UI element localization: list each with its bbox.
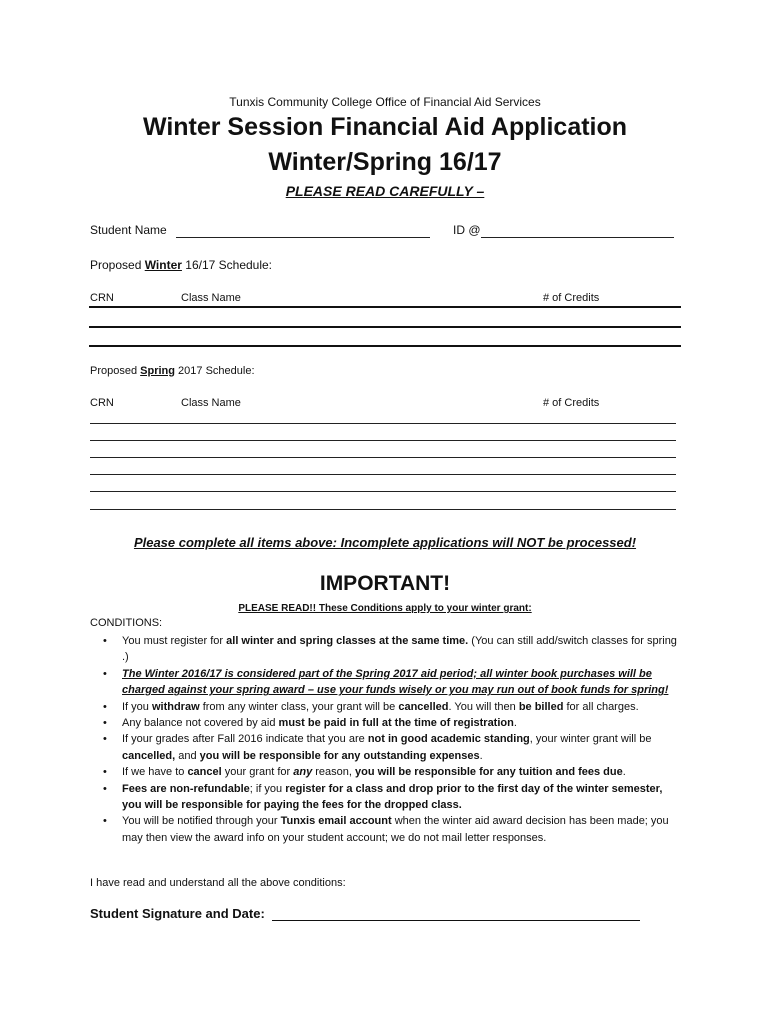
conditions-label: CONDITIONS: [90, 617, 163, 629]
student-id-label: ID @ [453, 223, 481, 237]
bullet-icon: • [103, 700, 107, 713]
spring-line-6[interactable] [90, 509, 676, 510]
condition-item [90, 764, 680, 780]
condition-item [90, 666, 680, 699]
condition-text: . [622, 766, 626, 779]
condition-emphasis: cancelled [398, 700, 449, 713]
bullet-icon: • [103, 766, 107, 779]
winter-term: Winter [144, 258, 182, 272]
condition-text: your grant for [221, 766, 294, 779]
bullet-icon: • [103, 815, 107, 828]
bullet-icon: • [103, 733, 107, 746]
winter-schedule-heading [90, 258, 272, 272]
spring-line-4[interactable] [90, 474, 676, 475]
condition-text: for all charges. [563, 700, 639, 713]
condition-text: You must register for [122, 635, 227, 647]
condition-item [90, 633, 680, 666]
spring-schedule-heading [90, 365, 255, 377]
condition-emphasis: must be paid in full at the time of registration [278, 717, 514, 730]
office-name: Tunxis Community College Office of Financial Aid Services [229, 95, 541, 109]
spring-line-3[interactable] [90, 457, 676, 458]
condition-emphasis: not in good academic standing [367, 733, 530, 746]
winter-line-1[interactable] [89, 306, 681, 308]
winter-class-header: Class Name [181, 292, 241, 304]
condition-emphasis: be billed [518, 700, 564, 713]
condition-item [90, 731, 680, 764]
condition-emphasis: withdraw [151, 700, 200, 713]
condition-emphasis: register for a class and drop prior to the first day of the winter semester, you will be responsible for paying the fees for the dropped class. [122, 782, 663, 812]
condition-emphasis: cancel [187, 766, 222, 779]
condition-emphasis: Tunxis email account [280, 815, 392, 828]
condition-text: from any winter class, your grant will be [199, 700, 399, 713]
important-heading: IMPORTANT! [319, 572, 451, 595]
incomplete-notice: Please complete all items above: Incomplete applications will NOT be processed! [133, 535, 637, 550]
condition-item [90, 699, 680, 715]
condition-emphasis: all winter and spring classes at the same time. [226, 635, 469, 647]
condition-text: If your grades after Fall 2016 indicate that you are [122, 733, 368, 746]
form-subtitle: Winter/Spring 16/17 [268, 148, 502, 176]
spring-line-2[interactable] [90, 440, 676, 441]
winter-line-3[interactable] [89, 345, 681, 347]
student-id-field[interactable] [481, 237, 674, 238]
winter-crn-header: CRN [90, 292, 114, 304]
condition-emphasis: you will be responsible for any tuition and fees due [355, 766, 623, 779]
winter-suffix: 16/17 Schedule: [181, 258, 273, 272]
condition-text: Any balance not covered by aid [122, 717, 279, 730]
condition-emphasis: The Winter 2016/17 is considered part of the Spring 2017 aid period; all winter book purchases will be charged against your spring award – use your funds wisely or you may run out of book funds for spring! [122, 667, 669, 697]
condition-emphasis: you will be responsible for any outstanding expenses [199, 749, 480, 762]
conditions-list [90, 633, 680, 846]
spring-term: Spring [140, 365, 175, 377]
spring-line-5[interactable] [90, 491, 676, 492]
condition-text: and [175, 749, 200, 762]
acknowledgement-text: I have read and understand all the above conditions: [90, 877, 346, 889]
bullet-icon: • [103, 635, 107, 647]
spring-suffix: 2017 Schedule: [175, 365, 255, 377]
condition-text: If we have to [122, 766, 188, 779]
signature-label: Student Signature and Date: [90, 906, 265, 921]
condition-text: You will be notified through your [122, 815, 281, 828]
condition-emphasis: Fees are non-refundable [122, 782, 250, 795]
condition-text: when the winter aid award decision has been made; you may then view the award info on your student account; we do not mail letter responses. [122, 815, 669, 844]
condition-text: , your winter grant will be [529, 733, 652, 746]
condition-text: . [513, 717, 517, 730]
spring-credits-header: # of Credits [543, 397, 600, 409]
form-title: Winter Session Financial Aid Application [142, 113, 628, 141]
condition-item [90, 781, 680, 814]
condition-text: . [479, 749, 483, 762]
read-carefully-heading: PLEASE READ CAREFULLY – [285, 183, 485, 199]
student-name-label: Student Name [90, 223, 167, 237]
condition-item [90, 715, 680, 731]
condition-text: (You can still add/switch classes for spring .) [122, 635, 677, 664]
bullet-icon: • [103, 717, 107, 730]
conditions-intro: PLEASE READ!! These Conditions apply to your winter grant: [238, 603, 532, 614]
bullet-icon: • [103, 782, 107, 795]
spring-prefix: Proposed [90, 365, 141, 377]
condition-item [90, 813, 680, 846]
spring-class-header: Class Name [181, 397, 241, 409]
condition-text: If you [122, 700, 152, 713]
bullet-icon: • [103, 667, 107, 680]
winter-prefix: Proposed [90, 258, 145, 272]
condition-emphasis: cancelled, [122, 749, 176, 762]
winter-credits-header: # of Credits [543, 292, 600, 304]
spring-crn-header: CRN [90, 397, 114, 409]
signature-field[interactable] [272, 920, 640, 921]
student-name-field[interactable] [176, 237, 430, 238]
spring-line-1[interactable] [90, 423, 676, 424]
winter-line-2[interactable] [89, 326, 681, 328]
condition-text: . You will then [448, 700, 519, 713]
condition-text: ; if you [249, 782, 286, 795]
condition-emphasis: any [293, 766, 313, 779]
condition-text: reason, [312, 766, 356, 779]
